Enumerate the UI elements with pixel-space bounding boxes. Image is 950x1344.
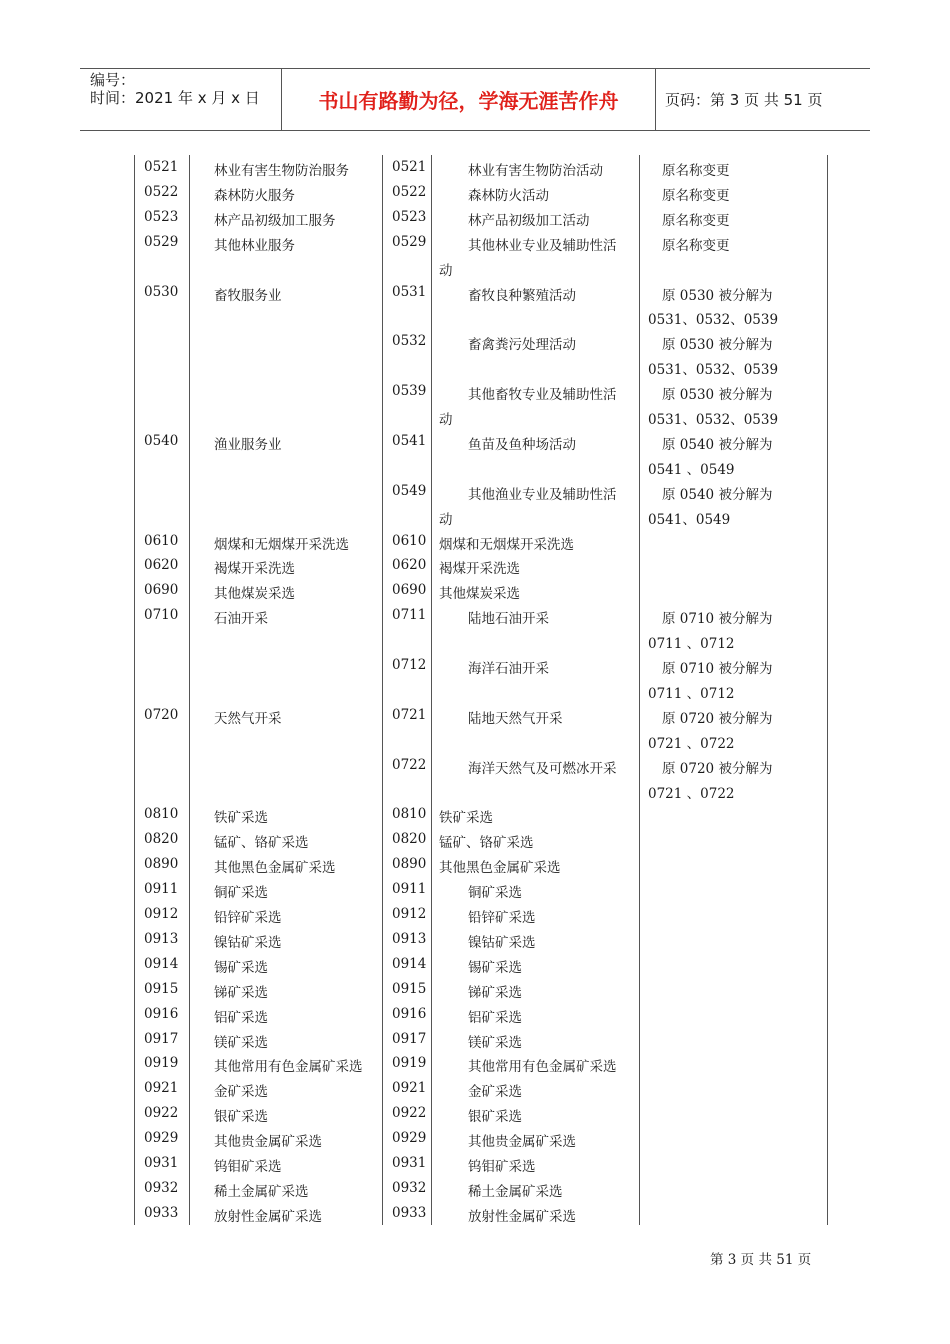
table-row	[134, 1006, 828, 1026]
new-name: 其他黑色金属矿采选	[439, 860, 561, 877]
old-name: 铜矿采选	[214, 885, 268, 902]
change-note-continuation: 0541、0549	[648, 511, 731, 528]
old-code: 0529	[144, 233, 179, 250]
old-code: 0521	[144, 159, 179, 175]
change-note: 原名称变更	[662, 187, 730, 204]
old-name: 锑矿采选	[214, 984, 268, 1001]
new-name: 镁矿采选	[468, 1034, 522, 1051]
table-row	[134, 1105, 828, 1125]
new-name: 镍钴矿采选	[468, 934, 536, 951]
new-name: 森林防火活动	[468, 187, 549, 204]
old-code: 0916	[144, 1005, 179, 1022]
old-code: 0919	[144, 1055, 179, 1072]
new-name: 铝矿采选	[468, 1009, 522, 1026]
new-name: 其他煤炭采选	[439, 586, 520, 603]
table-row	[134, 1055, 828, 1075]
new-code: 0919	[392, 1055, 427, 1072]
new-code: 0913	[392, 930, 427, 947]
new-code: 0539	[392, 383, 427, 400]
new-code: 0521	[392, 159, 427, 175]
table-row	[134, 483, 828, 503]
new-name: 其他渔业专业及辅助性活	[468, 486, 617, 503]
old-name: 镍钴矿采选	[214, 934, 282, 951]
new-code: 0810	[392, 806, 427, 823]
old-code: 0690	[144, 582, 179, 599]
footer-page-number: 第 3 页 共 51 页	[710, 1252, 812, 1268]
old-name: 其他林业服务	[214, 237, 295, 254]
change-note: 原 0720 被分解为	[662, 710, 773, 727]
table-row	[134, 782, 828, 802]
old-name: 钨钼矿采选	[214, 1159, 282, 1175]
number-label: 编号：	[90, 71, 136, 89]
old-code: 0913	[144, 930, 179, 947]
old-name: 林业有害生物防治服务	[214, 163, 349, 179]
new-name: 放射性金属矿采选	[468, 1208, 576, 1225]
table-row	[134, 632, 828, 652]
table-row	[134, 557, 828, 577]
industry-code-table	[134, 155, 828, 1225]
new-name: 林产品初级加工活动	[468, 212, 590, 229]
new-code: 0914	[392, 955, 427, 972]
new-name-continuation: 动	[439, 412, 453, 428]
change-note-continuation: 0531、0532、0539	[648, 312, 779, 329]
table-row	[134, 333, 828, 353]
new-code: 0711	[392, 607, 427, 624]
new-name: 其他贵金属矿采选	[468, 1134, 576, 1151]
new-code: 0921	[392, 1080, 427, 1097]
time-label: 时间：2021 年 x 月 x 日	[90, 89, 260, 107]
table-row	[134, 881, 828, 901]
new-code: 0932	[392, 1179, 427, 1196]
change-note: 原 0540 被分解为	[662, 486, 773, 503]
change-note-continuation: 0711 、0712	[648, 685, 735, 702]
old-code: 0530	[144, 283, 179, 300]
new-code: 0912	[392, 906, 427, 922]
old-name: 金矿采选	[214, 1084, 268, 1101]
old-name: 天然气开采	[214, 710, 282, 727]
table-row	[134, 234, 828, 254]
change-note: 原名称变更	[662, 212, 730, 229]
new-code: 0541	[392, 432, 427, 449]
table-row	[134, 308, 828, 328]
old-code: 0540	[144, 432, 179, 449]
table-row	[134, 757, 828, 777]
change-note: 原 0530 被分解为	[662, 337, 773, 354]
table-row	[134, 1130, 828, 1150]
old-name: 林产品初级加工服务	[214, 212, 336, 229]
old-code: 0929	[144, 1130, 179, 1147]
change-note: 原名称变更	[662, 163, 730, 179]
old-code: 0912	[144, 906, 179, 922]
change-note-continuation: 0541 、0549	[648, 461, 735, 478]
new-name: 锰矿、铬矿采选	[439, 835, 534, 852]
change-note: 原 0530 被分解为	[662, 287, 773, 304]
new-code: 0721	[392, 706, 427, 723]
old-code: 0921	[144, 1080, 179, 1097]
change-note-continuation: 0721 、0722	[648, 735, 735, 752]
new-code: 0917	[392, 1030, 427, 1047]
old-name: 锡矿采选	[214, 959, 268, 976]
old-name: 铝矿采选	[214, 1009, 268, 1026]
old-code: 0523	[144, 208, 179, 225]
table-row	[134, 508, 828, 528]
new-code: 0610	[392, 532, 427, 549]
new-name: 铜矿采选	[468, 885, 522, 902]
new-name: 鱼苗及鱼种场活动	[468, 436, 576, 453]
old-code: 0922	[144, 1105, 179, 1122]
new-name: 海洋石油开采	[468, 661, 549, 677]
table-row	[134, 856, 828, 876]
change-note: 原 0710 被分解为	[662, 661, 773, 677]
header-motto: 书山有路勤为径，学海无涯苦作舟	[281, 69, 656, 130]
new-code: 0531	[392, 283, 427, 300]
new-code: 0931	[392, 1155, 427, 1171]
old-name: 银矿采选	[214, 1109, 268, 1126]
change-note-continuation: 0711 、0712	[648, 636, 735, 653]
new-code: 0532	[392, 333, 427, 350]
new-code: 0690	[392, 582, 427, 599]
table-row	[134, 806, 828, 826]
new-code: 0522	[392, 183, 427, 200]
change-note: 原 0530 被分解为	[662, 387, 773, 404]
new-name: 海洋天然气及可燃冰开采	[468, 760, 617, 777]
table-row	[134, 956, 828, 976]
change-note-continuation: 0531、0532、0539	[648, 412, 779, 428]
table-row	[134, 433, 828, 453]
old-code: 0931	[144, 1155, 179, 1171]
new-name: 银矿采选	[468, 1109, 522, 1126]
table-row	[134, 358, 828, 378]
change-note: 原名称变更	[662, 237, 730, 254]
old-name: 石油开采	[214, 611, 268, 628]
new-name: 其他常用有色金属矿采选	[468, 1059, 617, 1076]
new-code: 0549	[392, 482, 427, 499]
new-code: 0933	[392, 1204, 427, 1221]
new-code: 0523	[392, 208, 427, 225]
table-row	[134, 458, 828, 478]
old-code: 0820	[144, 831, 179, 848]
table-row	[134, 1080, 828, 1100]
new-name: 其他畜牧专业及辅助性活	[468, 387, 617, 404]
table-row	[134, 906, 828, 926]
old-name: 烟煤和无烟煤开采洗选	[214, 536, 349, 553]
old-code: 0890	[144, 856, 179, 873]
table-row	[134, 707, 828, 727]
old-code: 0720	[144, 706, 179, 723]
page-header	[80, 68, 870, 131]
new-code: 0915	[392, 980, 427, 997]
old-code: 0917	[144, 1030, 179, 1047]
old-name: 锰矿、铬矿采选	[214, 835, 309, 852]
table-row	[134, 1031, 828, 1051]
table-row	[134, 209, 828, 229]
table-row	[134, 582, 828, 602]
old-name: 其他黑色金属矿采选	[214, 860, 336, 877]
old-name: 畜牧服务业	[214, 287, 282, 304]
table-row	[134, 732, 828, 752]
new-name: 畜牧良种繁殖活动	[468, 287, 576, 304]
table-row	[134, 1205, 828, 1225]
old-code: 0933	[144, 1204, 179, 1221]
new-code: 0911	[392, 881, 427, 898]
header-page-number: 页码：第 3 页 共 51 页	[665, 91, 823, 109]
new-code: 0929	[392, 1130, 427, 1147]
old-code: 0620	[144, 557, 179, 574]
new-name: 林业有害生物防治活动	[468, 163, 603, 179]
old-code: 0610	[144, 532, 179, 549]
new-code: 0620	[392, 557, 427, 574]
new-code: 0922	[392, 1105, 427, 1122]
new-name: 金矿采选	[468, 1084, 522, 1101]
new-name: 陆地石油开采	[468, 611, 549, 628]
old-code: 0710	[144, 607, 179, 624]
new-code: 0890	[392, 856, 427, 873]
header-meta	[80, 69, 280, 130]
table-row	[134, 259, 828, 279]
old-name: 褐煤开采洗选	[214, 561, 295, 578]
old-code: 0915	[144, 980, 179, 997]
new-name: 锑矿采选	[468, 984, 522, 1001]
table-row	[134, 607, 828, 627]
new-code: 0820	[392, 831, 427, 848]
change-note-continuation: 0531、0532、0539	[648, 362, 779, 379]
old-name: 其他贵金属矿采选	[214, 1134, 322, 1151]
new-name: 铅锌矿采选	[468, 910, 536, 926]
old-name: 放射性金属矿采选	[214, 1208, 322, 1225]
table-row	[134, 981, 828, 1001]
old-code: 0914	[144, 955, 179, 972]
new-name: 稀土金属矿采选	[468, 1183, 563, 1200]
new-name: 褐煤开采洗选	[439, 561, 520, 578]
table-row	[134, 159, 828, 179]
new-name: 铁矿采选	[439, 810, 493, 827]
new-code: 0712	[392, 657, 427, 673]
old-name: 铅锌矿采选	[214, 910, 282, 926]
change-note: 原 0720 被分解为	[662, 760, 773, 777]
table-row	[134, 284, 828, 304]
old-code: 0911	[144, 881, 179, 898]
old-code: 0810	[144, 806, 179, 823]
new-code: 0529	[392, 233, 427, 250]
new-name-continuation: 动	[439, 511, 453, 528]
table-row	[134, 931, 828, 951]
table-row	[134, 184, 828, 204]
table-row	[134, 383, 828, 403]
new-name: 锡矿采选	[468, 959, 522, 976]
change-note: 原 0710 被分解为	[662, 611, 773, 628]
new-name: 钨钼矿采选	[468, 1159, 536, 1175]
table-row	[134, 831, 828, 851]
old-name: 其他煤炭采选	[214, 586, 295, 603]
old-name: 铁矿采选	[214, 810, 268, 827]
table-row	[134, 408, 828, 428]
old-name: 镁矿采选	[214, 1034, 268, 1051]
old-code: 0932	[144, 1179, 179, 1196]
old-name: 稀土金属矿采选	[214, 1183, 309, 1200]
table-row	[134, 533, 828, 553]
table-row	[134, 682, 828, 702]
old-name: 其他常用有色金属矿采选	[214, 1059, 363, 1076]
change-note-continuation: 0721 、0722	[648, 785, 735, 802]
new-name: 烟煤和无烟煤开采洗选	[439, 536, 574, 553]
table-row	[134, 1155, 828, 1175]
table-row	[134, 1180, 828, 1200]
new-name: 陆地天然气开采	[468, 710, 563, 727]
new-code: 0722	[392, 756, 427, 773]
table-row	[134, 657, 828, 677]
new-code: 0916	[392, 1005, 427, 1022]
change-note: 原 0540 被分解为	[662, 436, 773, 453]
old-code: 0522	[144, 183, 179, 200]
new-name: 畜禽粪污处理活动	[468, 337, 576, 354]
new-name-continuation: 动	[439, 262, 453, 279]
old-name: 森林防火服务	[214, 187, 295, 204]
new-name: 其他林业专业及辅助性活	[468, 237, 617, 254]
old-name: 渔业服务业	[214, 436, 282, 453]
